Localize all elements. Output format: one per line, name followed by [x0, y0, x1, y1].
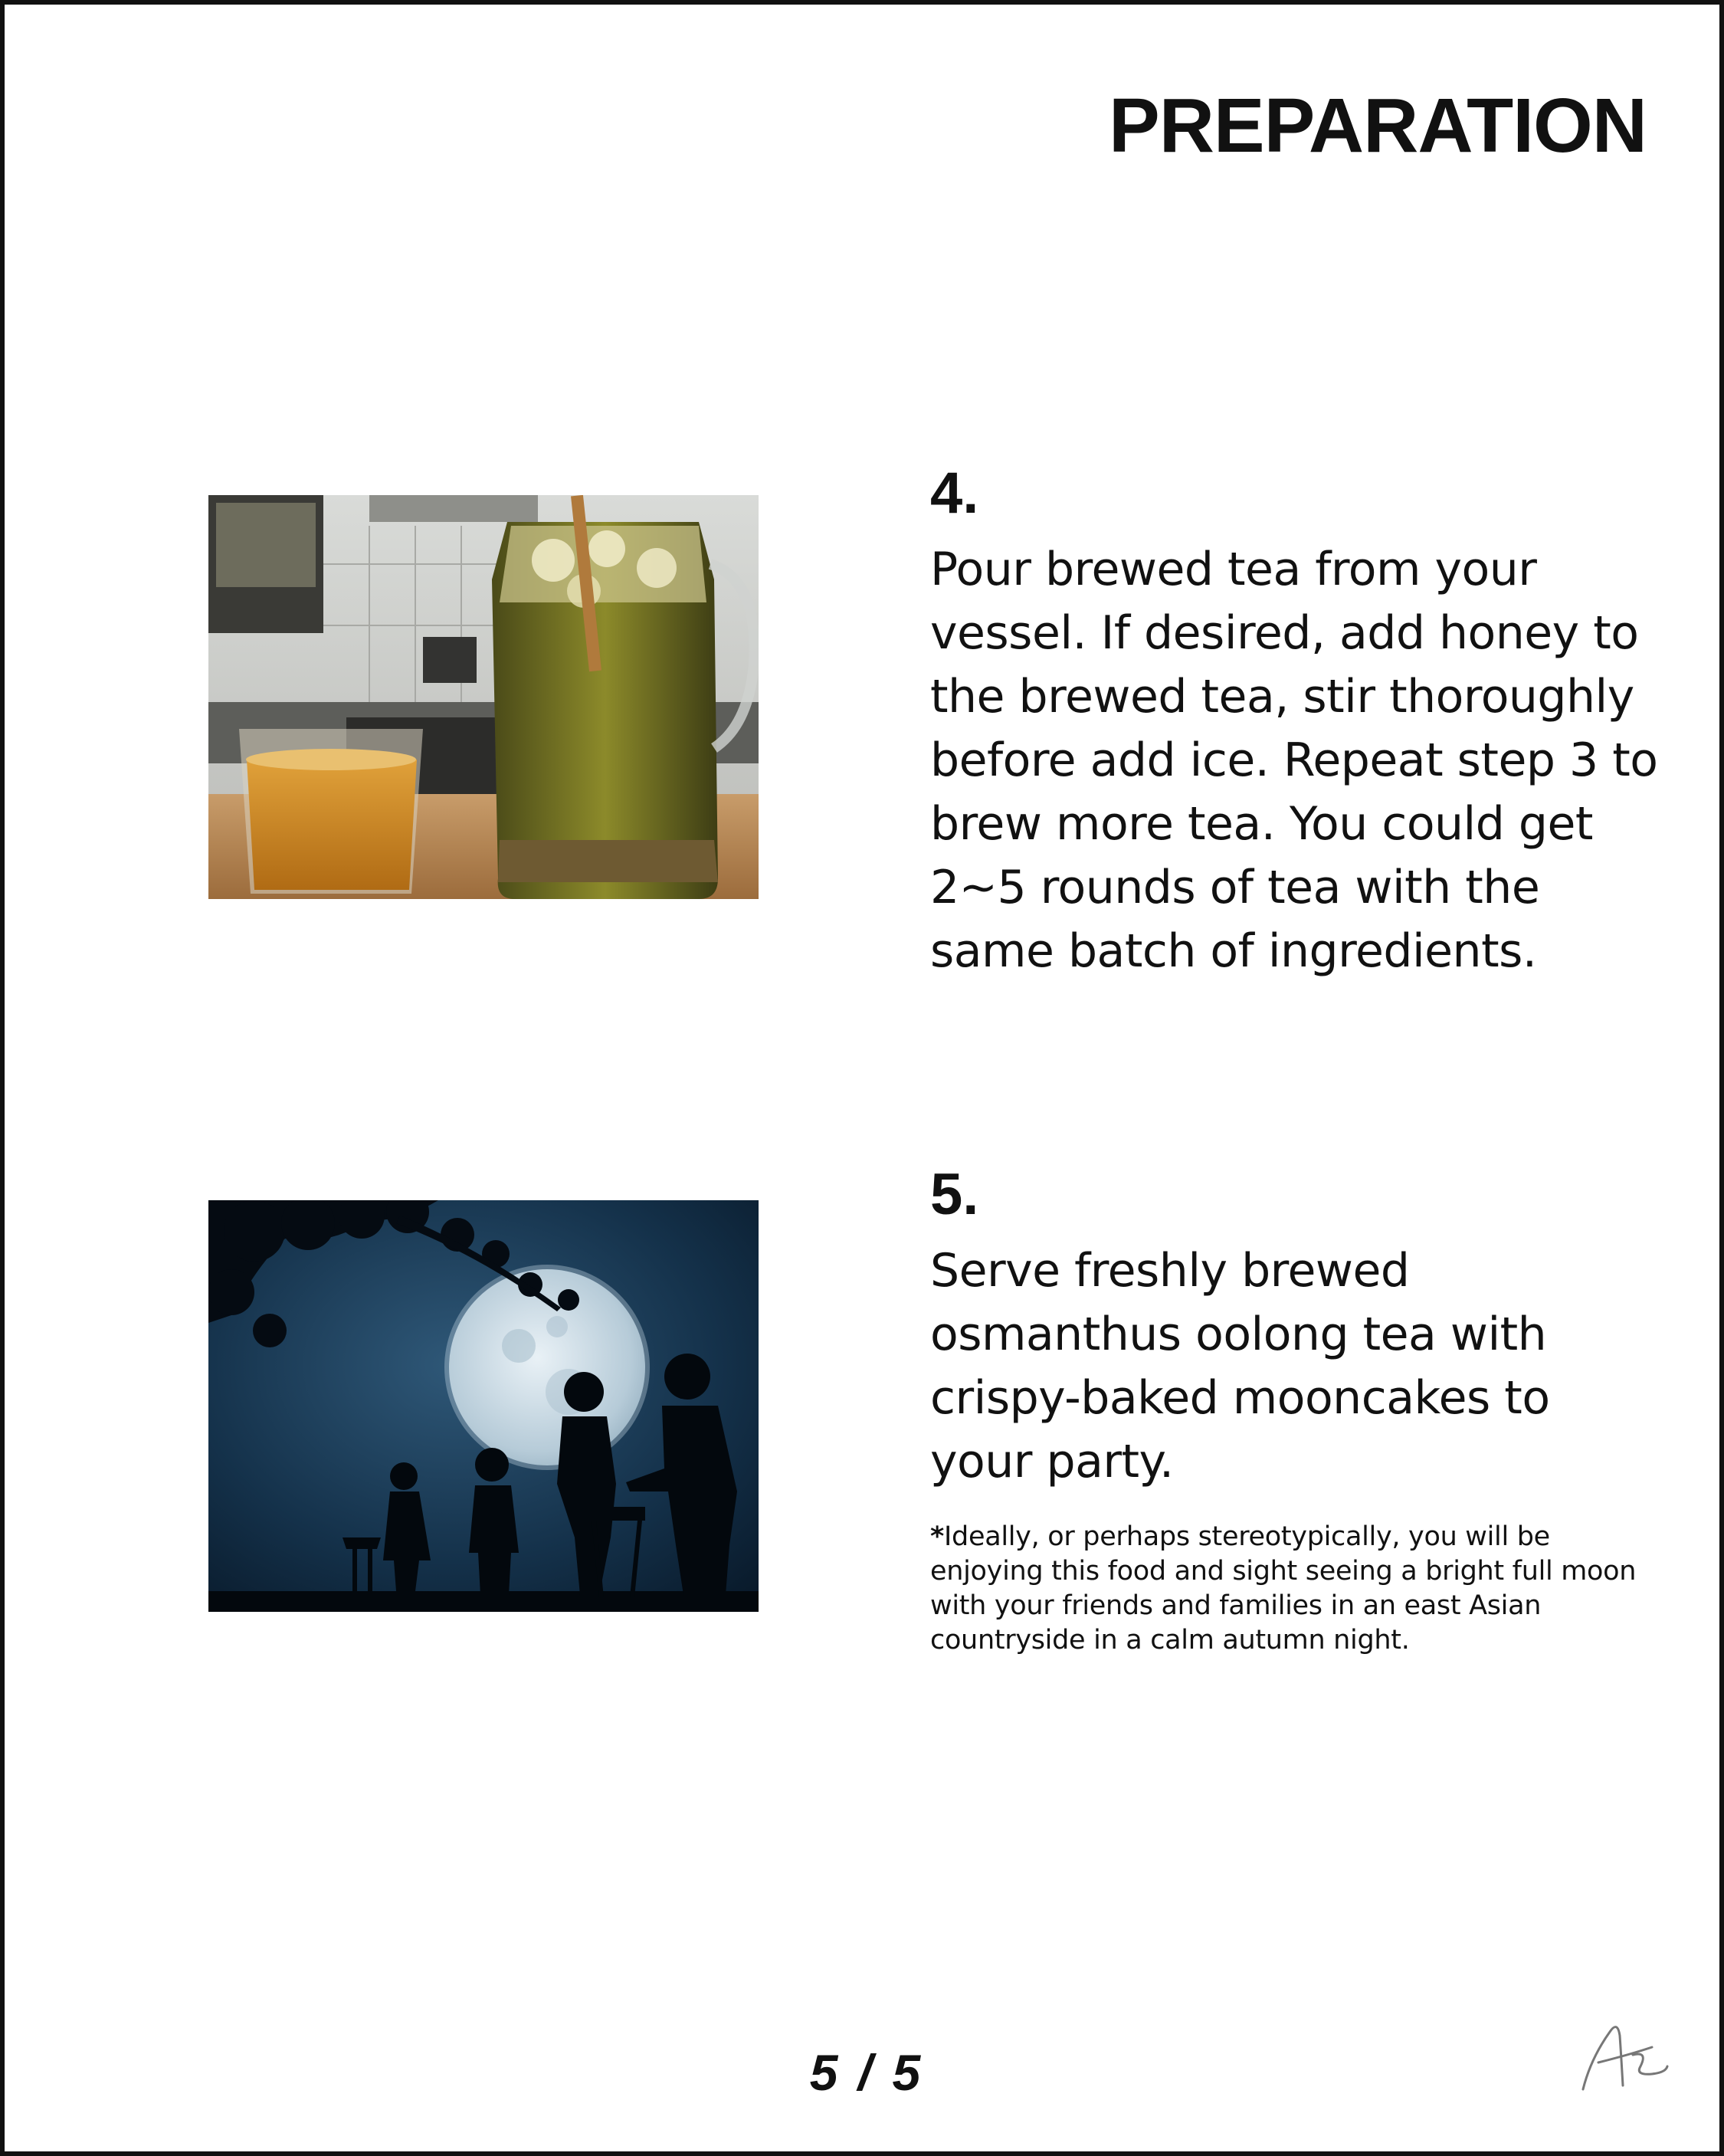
step-number: 4.: [930, 461, 979, 526]
tea-photo-illustration: [208, 495, 759, 899]
page-title: PREPARATION: [1109, 83, 1647, 169]
iced-tea-pitcher-photo: [208, 495, 759, 899]
footnote: [930, 1520, 1666, 1658]
signature-icon: [1575, 2013, 1675, 2097]
full-moon-family-silhouette-photo: [208, 1200, 759, 1612]
footnote-text: Ideally, or perhaps stereotypically, you will be enjoying this food and sight seeing a bright full moon with your friends and families in an east Asian countryside in a calm autumn night.: [930, 1521, 1637, 1656]
step-number: 5.: [930, 1162, 979, 1227]
step-instructions: Pour brewed tea from your vessel. If desired, add honey to the brewed tea, stir thoroughly before add ice. Repeat step 3 to brew more tea. You could get 2~5 rounds of tea with the same batch of ingredients.: [930, 543, 1658, 978]
page-number: 5 / 5: [809, 2044, 924, 2101]
step-5: [930, 1162, 1666, 1658]
step-instructions: Serve freshly brewed osmanthus oolong tea with crispy-baked mooncakes to your party.: [930, 1244, 1550, 1488]
moon-photo-illustration: [208, 1200, 759, 1612]
footnote-asterisk: *: [930, 1521, 945, 1552]
step-4: [930, 461, 1666, 983]
